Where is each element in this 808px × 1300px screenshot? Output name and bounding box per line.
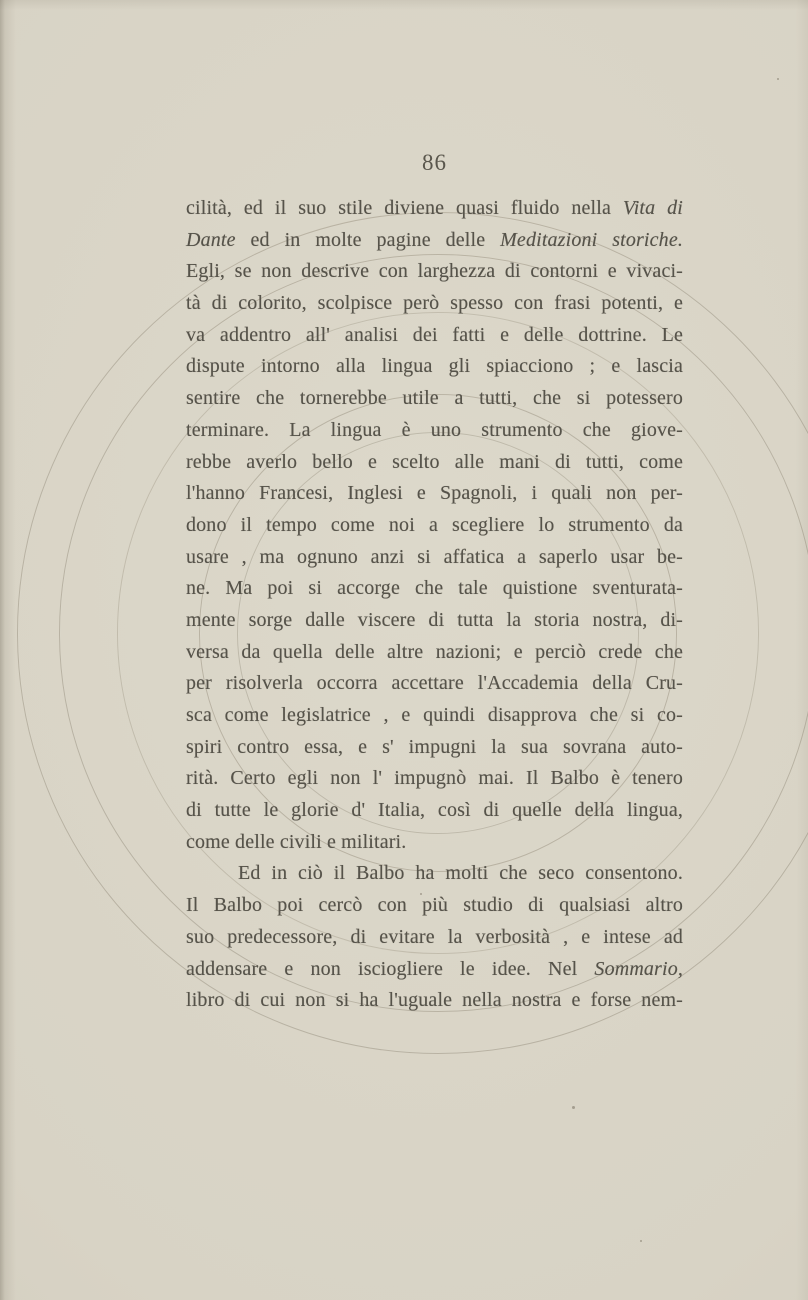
text-run: dispute intorno alla lingua gli spiacciono ; e lascia [186, 355, 683, 378]
text-run: addensare e non isciogliere le idee. Nel [186, 957, 595, 980]
text-run: come delle civili e militari. [186, 830, 407, 853]
text-line [186, 225, 683, 257]
text-line [186, 447, 683, 479]
text-run: per risolverla occorra accettare l'Accademia della Cru- [186, 672, 683, 695]
text-run: tà di colorito, scolpisce però spesso con frasi potenti, e [186, 292, 683, 315]
italic-text-run: Dante [186, 228, 236, 251]
text-run: cilità, ed il suo stile diviene quasi fluido nella [186, 197, 623, 219]
text-run: Ed in ciò il Balbo ha molti che seco consentono. [238, 862, 683, 885]
italic-text-run: Vita di [622, 197, 684, 219]
text-line [186, 922, 683, 954]
text-line [186, 415, 683, 447]
text-run: libro di cui non si ha l'uguale nella nostra e forse nem- [186, 989, 683, 1012]
text-line [186, 858, 683, 890]
text-line [186, 732, 683, 764]
text-run: Il Balbo poi cercò con più studio di qualsiasi altro [186, 894, 683, 917]
text-line [186, 985, 683, 1017]
text-line [186, 795, 683, 827]
paper-speck [420, 893, 422, 895]
text-block [186, 193, 683, 1017]
text-line [186, 605, 683, 637]
text-line [186, 351, 683, 383]
text-line [186, 700, 683, 732]
text-run: di tutte le glorie d' Italia, così di quelle della lingua, [186, 799, 683, 822]
text-line [186, 193, 683, 225]
text-run: va addentro all' analisi dei fatti e delle dottrine. Le [186, 323, 683, 346]
text-run: spiri contro essa, e s' impugni la sua sovrana auto- [186, 735, 683, 758]
text-line [186, 256, 683, 288]
text-line [186, 542, 683, 574]
paper-speck [777, 78, 779, 80]
text-run: ne. Ma poi si accorge che tale quistione sventurata- [186, 577, 683, 600]
text-run: sentire che tornerebbe utile a tutti, che si potessero [186, 387, 683, 410]
text-line [186, 383, 683, 415]
text-run: Egli, se non descrive con larghezza di contorni e vivaci- [186, 260, 683, 283]
text-run: terminare. La lingua è uno strumento che giove- [186, 418, 683, 441]
text-line [186, 763, 683, 795]
text-line [186, 890, 683, 922]
italic-text-run: Sommario, [594, 957, 683, 980]
paper-speck [572, 1106, 575, 1109]
text-run: rebbe averlo bello e scelto alle mani di tutti, come [186, 450, 683, 473]
page-number: 86 [422, 150, 447, 175]
italic-text-run: Meditazioni storiche. [500, 228, 683, 251]
text-run: l'hanno Francesi, Inglesi e Spagnoli, i quali non per- [186, 482, 683, 505]
text-run: dono il tempo come noi a scegliere lo strumento da [186, 513, 683, 536]
text-line [186, 668, 683, 700]
text-run: mente sorge dalle viscere di tutta la storia nostra, di- [186, 608, 683, 631]
text-run: suo predecessore, di evitare la verbosità , e intese ad [186, 925, 683, 948]
text-line [186, 478, 683, 510]
text-line [186, 954, 683, 986]
text-run: ed in molte pagine delle [235, 228, 501, 251]
text-run: usare , ma ognuno anzi si affatica a saperlo usar be- [186, 545, 683, 568]
paper-speck [640, 1240, 642, 1242]
text-line [186, 288, 683, 320]
text-run: versa da quella delle altre nazioni; e perciò crede che [186, 640, 683, 663]
text-line [186, 573, 683, 605]
text-line [186, 510, 683, 542]
text-line [186, 320, 683, 352]
text-line [186, 637, 683, 669]
text-run: rità. Certo egli non l' impugnò mai. Il Balbo è tenero [186, 767, 683, 790]
text-run: sca come legislatrice , e quindi disapprova che si co- [186, 704, 683, 726]
text-line [186, 827, 683, 859]
